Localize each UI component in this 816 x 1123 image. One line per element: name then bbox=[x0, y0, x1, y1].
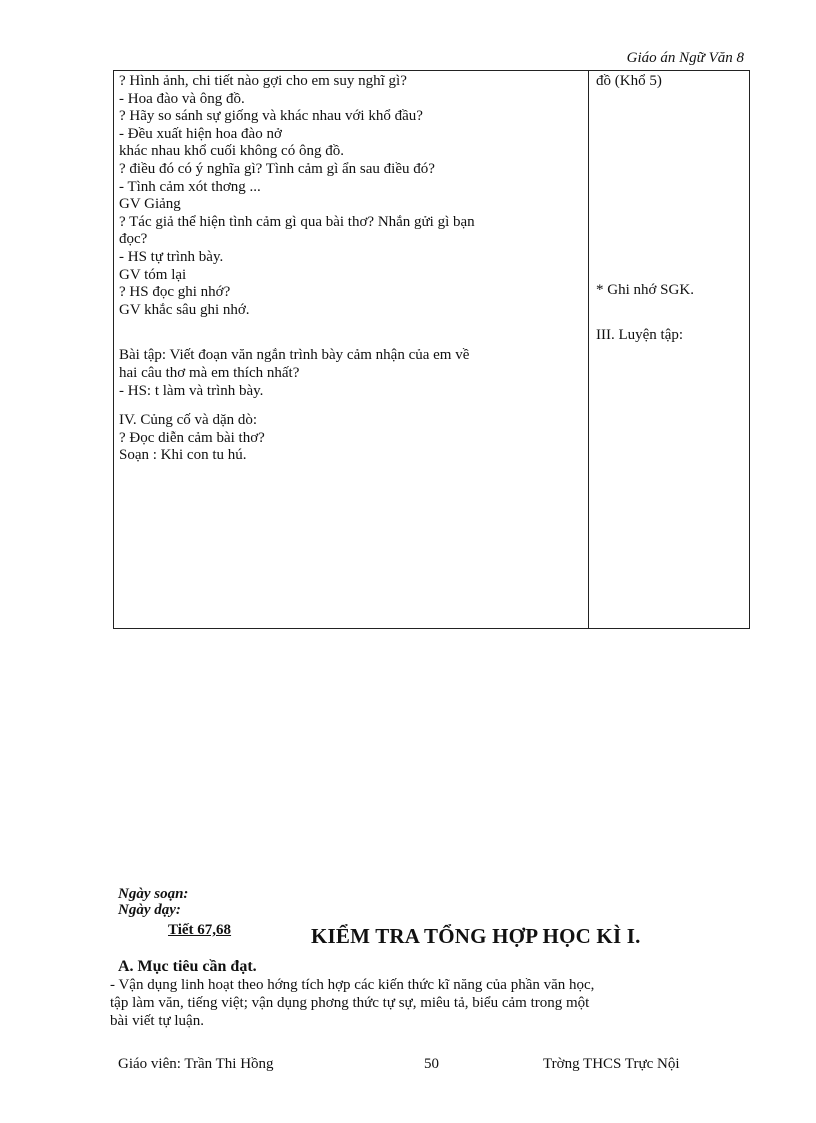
table-line: IV. Củng cố và dặn dò: bbox=[119, 412, 258, 429]
table-note: đồ (Khổ 5) bbox=[596, 73, 662, 89]
table-line: GV tóm lại bbox=[119, 266, 187, 283]
table-line: khác nhau khổ cuối không có ông đồ. bbox=[119, 143, 344, 160]
section-heading: A. Mục tiêu cần đạt. bbox=[118, 958, 257, 975]
table-line: - HS: t làm và trình bày. bbox=[119, 382, 264, 399]
table-line: ? điều đó có ý nghĩa gì? Tình cảm gì ẩn sau điều đó? bbox=[119, 160, 435, 177]
table-line: đọc? bbox=[119, 231, 148, 248]
table-left-column bbox=[119, 73, 579, 465]
table-line: GV Giảng bbox=[119, 196, 181, 213]
table-right-column bbox=[596, 73, 746, 345]
footer-page-number: 50 bbox=[424, 1056, 439, 1072]
table-line: Bài tập: Viết đoạn văn ngắn trình bày cảm nhận của em về bbox=[119, 347, 470, 364]
exam-title: KIỂM TRA TỔNG HỢP HỌC KÌ I. bbox=[311, 924, 641, 948]
page-header-subject: Giáo án Ngữ Văn 8 bbox=[626, 50, 744, 66]
paragraph-line: - Vận dụng linh hoạt theo hớng tích hợp các kiến thức kĩ năng của phần văn học, bbox=[110, 977, 595, 993]
table-line: ? Hình ảnh, chi tiết nào gợi cho em suy nghĩ gì? bbox=[119, 73, 407, 89]
lesson-table bbox=[113, 70, 750, 629]
footer-teacher: Giáo viên: Trần Thi Hồng bbox=[118, 1056, 274, 1072]
paragraph-line: bài viết tự luận. bbox=[110, 1013, 204, 1029]
lesson-dates bbox=[118, 886, 188, 918]
table-line: ? Tác giả thể hiện tình cảm gì qua bài thơ? Nhắn gửi gì bạn bbox=[119, 213, 475, 230]
footer-school: Trờng THCS Trực Nội bbox=[543, 1056, 680, 1072]
section-paragraph bbox=[110, 976, 750, 1030]
table-column-divider bbox=[588, 71, 589, 628]
table-line: - Tình cảm xót thơng ... bbox=[119, 178, 261, 195]
table-note: III. Luyện tập: bbox=[596, 327, 684, 344]
table-line: ? Đọc diễn cảm bài thơ? bbox=[119, 429, 265, 446]
table-line: ? Hãy so sánh sự giống và khác nhau với khổ đầu? bbox=[119, 108, 423, 125]
lesson-number: Tiết 67,68 bbox=[168, 922, 232, 938]
ngay-day-label: Ngày dạy: bbox=[118, 902, 181, 918]
table-line: Soạn : Khi con tu hú. bbox=[119, 447, 247, 464]
table-line: - Hoa đào và ông đồ. bbox=[119, 90, 245, 107]
table-line: ? HS đọc ghi nhớ? bbox=[119, 284, 231, 301]
paragraph-line: tập làm văn, tiếng việt; vận dụng phơng thức tự sự, miêu tả, biểu cảm trong một bbox=[110, 995, 590, 1011]
table-line: hai câu thơ mà em thích nhất? bbox=[119, 364, 300, 381]
table-line: - Đều xuất hiện hoa đào nở bbox=[119, 125, 282, 142]
table-line: GV khắc sâu ghi nhớ. bbox=[119, 301, 250, 318]
table-line: - HS tự trình bày. bbox=[119, 248, 224, 265]
table-note: * Ghi nhớ SGK. bbox=[596, 281, 694, 298]
ngay-soan-label: Ngày soạn: bbox=[118, 886, 189, 902]
